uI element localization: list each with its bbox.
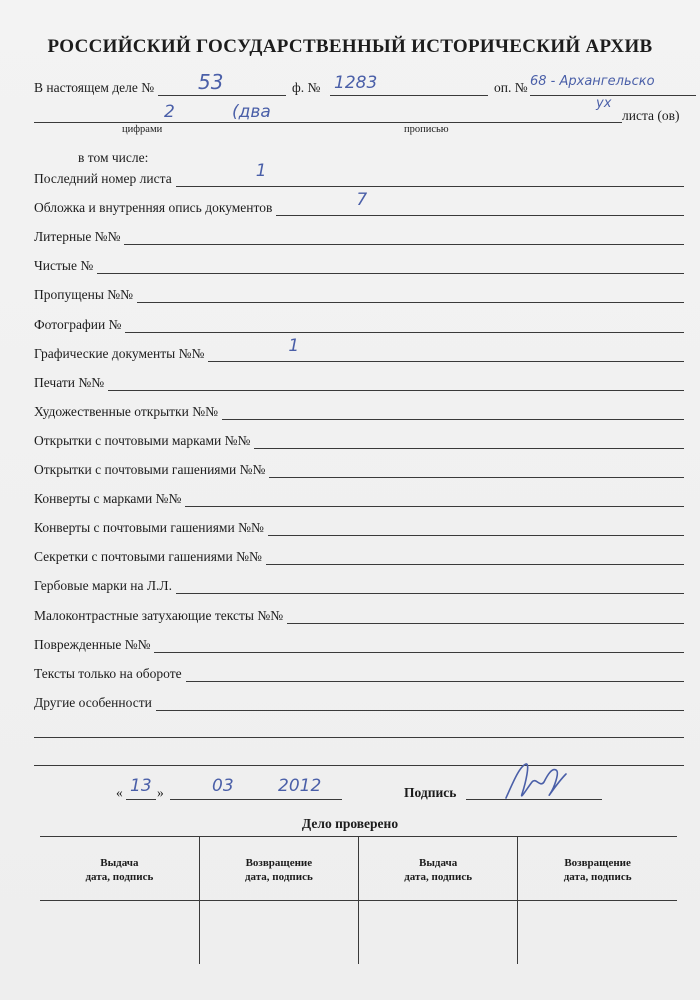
- check-col-subtitle: дата, подпись: [85, 871, 154, 883]
- field-label: Пропущены №№: [34, 287, 134, 302]
- words-caption: прописью: [404, 124, 449, 135]
- check-col-title: Возвращение: [564, 857, 631, 869]
- check-col-title: Выдача: [418, 857, 458, 869]
- sheets-digits-value: 2: [164, 102, 175, 122]
- date-year-value: 2012: [278, 776, 322, 796]
- date-month-value: 03: [212, 776, 234, 796]
- fond-number-line: [330, 95, 488, 96]
- check-col-title: Возвращение: [245, 857, 313, 869]
- field-label: Чистые №: [34, 258, 94, 273]
- extra-line: [34, 765, 684, 766]
- field-label: Поврежденные №№: [34, 637, 151, 652]
- sheets-words-value: (два: [232, 102, 271, 122]
- field-line[interactable]: [269, 477, 684, 478]
- field-label: Графические документы №№: [34, 346, 205, 361]
- opis-number-line: [530, 95, 696, 96]
- field-label: Литерные №№: [34, 229, 121, 244]
- field-line[interactable]: [125, 332, 684, 333]
- signature-label: Подпись: [404, 785, 457, 800]
- field-line[interactable]: [186, 681, 684, 682]
- field-label: Открытки с почтовыми марками №№: [34, 433, 251, 448]
- field-label: Секретки с почтовыми гашениями №№: [34, 549, 262, 564]
- check-cell[interactable]: [199, 901, 358, 965]
- field-label: Печати №№: [34, 375, 105, 390]
- page-title: РОССИЙСКИЙ ГОСУДАРСТВЕННЫЙ ИСТОРИЧЕСКИЙ АРХИВ: [47, 36, 653, 57]
- field-value: 1: [288, 336, 300, 356]
- check-cell[interactable]: [518, 901, 677, 965]
- field-value: 1: [255, 161, 267, 181]
- fond-number-value: 1283: [334, 73, 378, 93]
- field-line[interactable]: [287, 623, 684, 624]
- field-line[interactable]: [268, 535, 684, 536]
- field-label: Художественные открытки №№: [34, 404, 218, 419]
- check-col-title: Выдача: [100, 857, 139, 869]
- check-table-header: [40, 836, 677, 901]
- field-label: Конверты с марками №№: [34, 491, 182, 506]
- sheets-count-line: [34, 122, 622, 123]
- date-open-quote: «: [116, 785, 123, 800]
- check-cell[interactable]: [359, 901, 518, 965]
- field-label: Тексты только на обороте: [34, 666, 182, 681]
- field-line[interactable]: [266, 564, 684, 565]
- date-day-value: 13: [130, 776, 152, 796]
- check-col-header: [518, 836, 677, 901]
- check-col-subtitle: дата, подпись: [404, 871, 473, 883]
- opis-number-value: 68 - Архангельско: [530, 74, 655, 89]
- check-cell[interactable]: [40, 901, 199, 965]
- field-label: Последний номер листа: [34, 171, 172, 186]
- date-close-quote: »: [157, 785, 164, 800]
- case-number-value: 53: [198, 70, 224, 94]
- field-label: Гербовые марки на Л.Л.: [34, 578, 172, 593]
- field-line[interactable]: [137, 302, 684, 303]
- sheets-label: листа (ов): [622, 108, 680, 123]
- field-label: Малоконтрастные затухающие тексты №№: [34, 608, 284, 623]
- check-col-header: [359, 836, 518, 901]
- check-title: Дело проверено: [301, 816, 399, 831]
- field-line[interactable]: [222, 419, 684, 420]
- check-col-subtitle: дата, подпись: [563, 871, 632, 883]
- case-number-line: [158, 95, 286, 96]
- digits-caption: цифрами: [122, 124, 163, 135]
- field-line[interactable]: [176, 186, 684, 187]
- field-label: Фотографии №: [34, 317, 122, 332]
- field-line[interactable]: [108, 390, 684, 391]
- check-table: [40, 836, 677, 964]
- signature-mark: [496, 760, 576, 804]
- check-col-header: [40, 836, 199, 901]
- field-label: Другие особенности: [34, 695, 152, 710]
- field-line[interactable]: [176, 593, 684, 594]
- case-number-label: В настоящем деле №: [34, 80, 155, 95]
- field-label: Обложка и внутренняя опись документов: [34, 200, 273, 215]
- field-line[interactable]: [154, 652, 684, 653]
- check-col-header: [199, 836, 358, 901]
- date-day-line: [126, 799, 156, 800]
- field-line[interactable]: [124, 244, 684, 245]
- field-value: 7: [356, 190, 368, 210]
- opis-number-label: оп. №: [494, 80, 528, 95]
- field-label: Открытки с почтовыми гашениями №№: [34, 462, 266, 477]
- extra-line: [34, 737, 684, 738]
- field-label: Конверты с почтовыми гашениями №№: [34, 520, 264, 535]
- field-line[interactable]: [208, 361, 684, 362]
- field-line[interactable]: [97, 273, 684, 274]
- date-month-year-line: [170, 799, 342, 800]
- check-col-subtitle: дата, подпись: [244, 871, 313, 883]
- field-line[interactable]: [254, 448, 684, 449]
- field-line[interactable]: [156, 710, 684, 711]
- check-table-row: [40, 901, 677, 965]
- field-line[interactable]: [276, 215, 684, 216]
- field-line[interactable]: [185, 506, 684, 507]
- including-label: в том числе:: [78, 150, 149, 165]
- sheets-words-suffix: ух: [596, 96, 612, 111]
- fond-number-label: ф. №: [292, 80, 321, 95]
